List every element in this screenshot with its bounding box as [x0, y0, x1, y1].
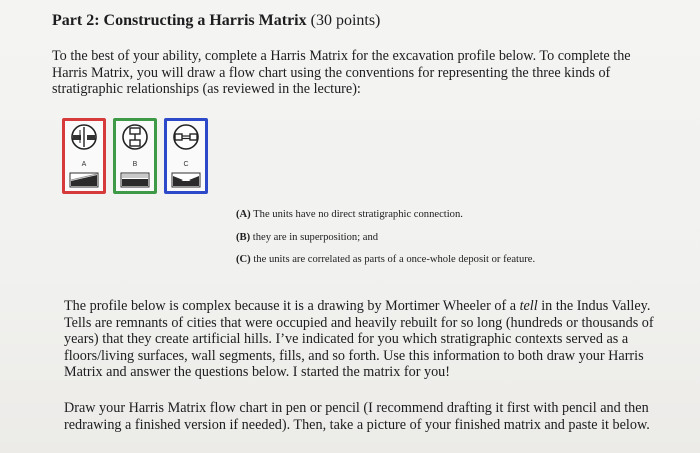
drawing-instructions: Draw your Harris Matrix flow chart in pen or pencil (I recommend drafting it first with pencil and then redrawing a finished version if needed). Then, take a picture of your finished matrix and paste it below. [64, 400, 650, 433]
diagram-c [164, 118, 208, 194]
profile-paragraph: The profile below is complex because it is a drawing by Mortimer Wheeler of a tell in the Indus Valley. Tells are remnants of cities that were occupied and heavily rebuilt for so long (hundreds or thousands of years) that they create artificial hills. I’ve indicated for you which stratigraphic contexts served as a floors/living surfaces, wall segments, fills, and so forth. Use this information to both draw your Harris Matrix and answer the questions below. I started the matrix for you! [64, 298, 654, 381]
diagram-b-label: B [132, 161, 138, 168]
intro-paragraph: To the best of your ability, complete a Harris Matrix for the excavation profile below. To complete the Harris Matrix, you will draw a flow chart using the conventions for representing the three kinds of stratigraphic relationships (as reviewed in the lecture): [52, 48, 631, 98]
diagram-c-label: C [183, 161, 189, 168]
diagram-a [62, 118, 106, 194]
section-title: Part 2: Constructing a Harris Matrix [52, 12, 307, 29]
legend-item-c: (C) the units are correlated as parts of a once-whole deposit or feature. [236, 254, 536, 265]
section-points: (30 points) [310, 12, 381, 29]
diagram-a-label: A [81, 161, 87, 168]
diagram-b [113, 118, 157, 194]
stratigraphic-relationship-diagrams [62, 118, 214, 196]
section-heading [52, 12, 380, 30]
relationship-c-graphic [167, 121, 205, 191]
relationship-a-graphic [65, 121, 103, 191]
tell-term: tell [519, 298, 538, 314]
legend-item-a: (A) The units have no direct stratigraphic connection. [236, 209, 463, 220]
relationship-b-graphic [116, 121, 154, 191]
legend-item-b: (B) they are in superposition; and [236, 232, 379, 243]
